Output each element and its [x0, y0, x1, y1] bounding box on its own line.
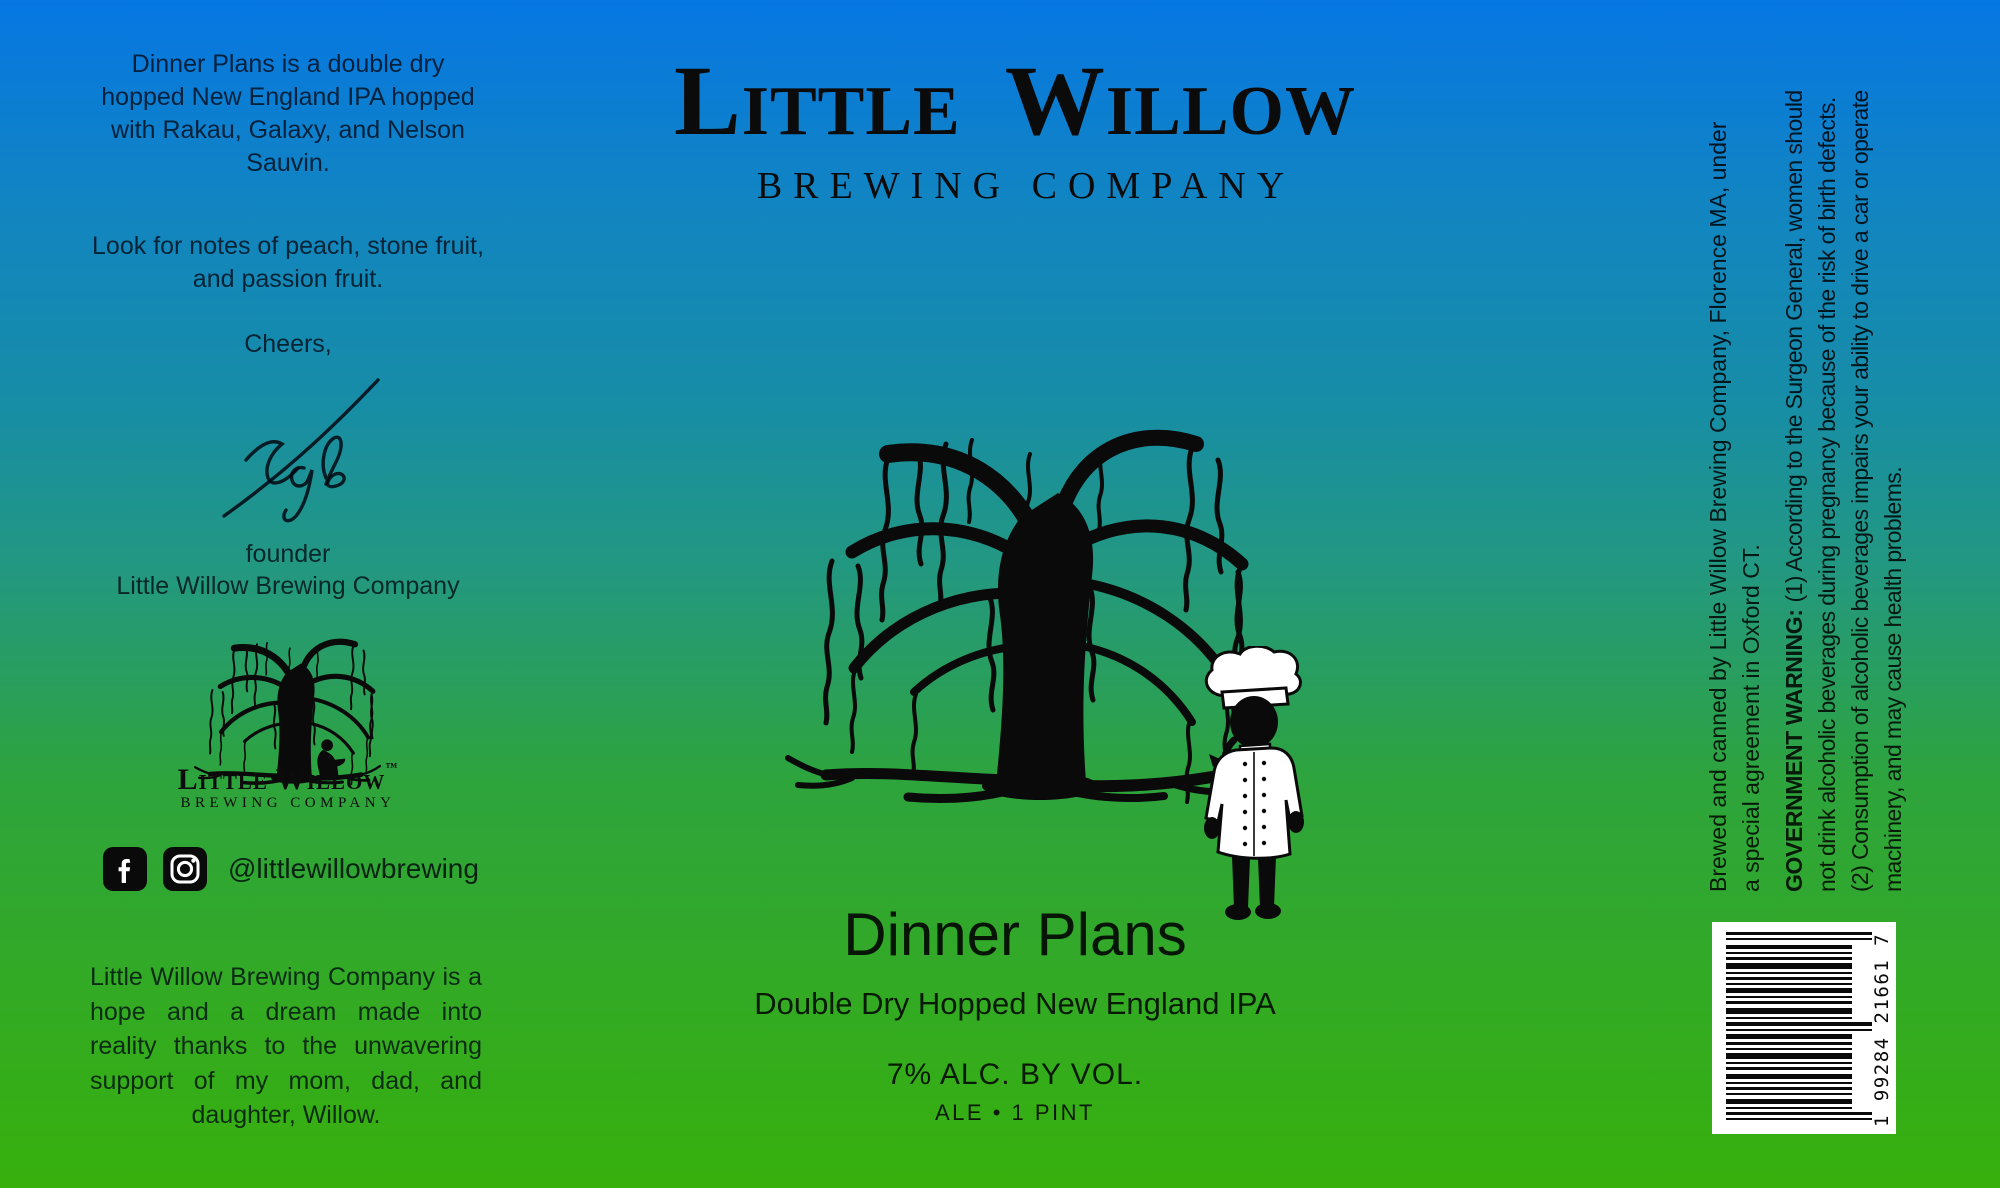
facebook-icon [102, 846, 148, 892]
social-row [102, 846, 479, 892]
abv-statement: 7% ALC. BY VOL. [886, 1058, 1144, 1091]
barcode-digits: 1 99284 21661 7 [1871, 932, 1893, 1127]
government-warning [1778, 22, 1912, 892]
vertical-text-line: a special agreement in Oxford CT. [1738, 544, 1764, 892]
cheers-text: Cheers, [244, 330, 332, 358]
upc-barcode [1712, 922, 1896, 1134]
vertical-text-line: Brewed and canned by Little Willow Brewing Company, Florence MA, under [1705, 121, 1731, 892]
beer-description: Dinner Plans is a double dry hopped New England IPA hopped with Rakau, Galaxy, and Nelson Sauvin. [101, 50, 475, 177]
tasting-notes: Look for notes of peach, stone fruit, and passion fruit. [92, 232, 484, 293]
vertical-text-line: (2) Consumption of alcoholic beverages impairs your ability to drive a car or operate [1847, 90, 1873, 892]
brand-subtitle: BREWING COMPANY [756, 165, 1296, 207]
brewed-by-statement [1702, 22, 1770, 892]
vertical-text-line: machinery, and may cause health problems. [1880, 467, 1906, 892]
founder-signature-kyle [210, 372, 400, 532]
girl-chef-illustration [1188, 646, 1320, 928]
warning-label: GOVERNMENT WARNING: [1781, 609, 1807, 892]
trademark-symbol: ™ [385, 760, 399, 774]
vertical-text-line: not drink alcoholic beverages during pregnancy because of the risk of birth defects. [1814, 97, 1840, 892]
small-logo-name-text: Little Willow [177, 763, 386, 796]
package-statement: ALE • 1 PINT [935, 1100, 1095, 1125]
brand-wordmark: Little Willow [674, 45, 1356, 156]
small-logo-wordmark [90, 760, 486, 797]
support-paragraph: Little Willow Brewing Company is a hope and a dream made into reality thanks to the unwavering support of my mom, dad, and daughter, Willow. [90, 963, 482, 1129]
social-handle: @littlewillowbrewing [228, 853, 479, 884]
beer-name: Dinner Plans [843, 901, 1187, 968]
instagram-icon [162, 846, 208, 892]
founder-company: Little Willow Brewing Company [116, 572, 460, 600]
founder-title: founder [245, 540, 331, 568]
beer-style: Double Dry Hopped New England IPA [754, 986, 1276, 1021]
small-logo-subtitle: BREWING COMPANY [180, 795, 396, 811]
small-logo-willow-tree [176, 602, 399, 786]
vertical-text-line: GOVERNMENT WARNING:(1) According to the Surgeon General, women should [1781, 90, 1807, 892]
